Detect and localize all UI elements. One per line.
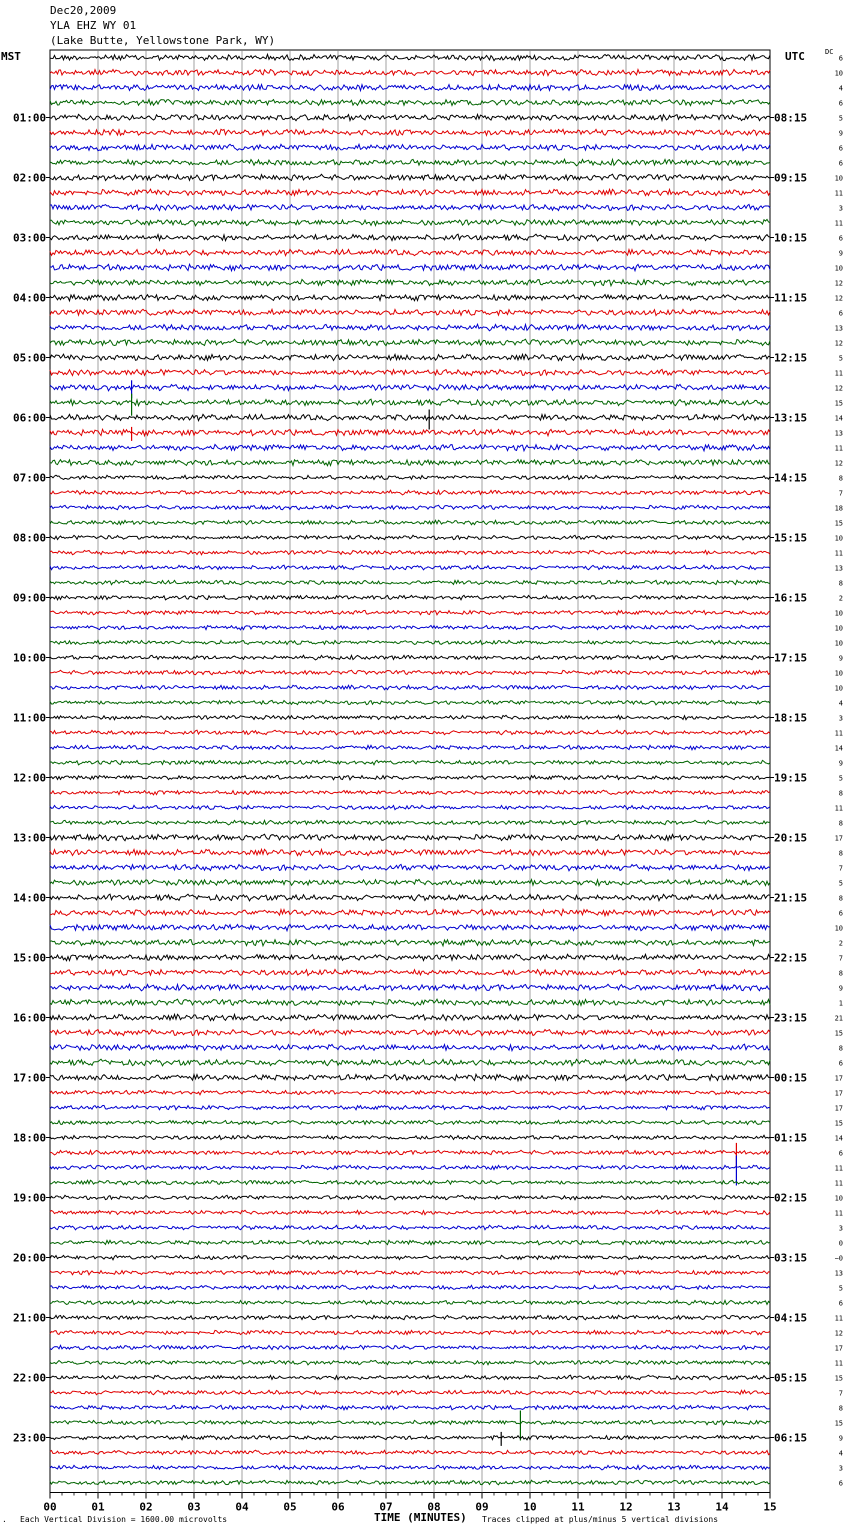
seismic-trace xyxy=(50,490,770,495)
seismic-trace xyxy=(50,700,770,705)
seismic-trace xyxy=(50,940,770,946)
dc-offset-value: 15 xyxy=(834,1419,843,1428)
dc-offset-value: 5 xyxy=(838,879,843,888)
x-tick-label: 11 xyxy=(571,1500,585,1514)
seismic-trace xyxy=(50,70,770,76)
seismic-trace xyxy=(50,805,770,809)
seismic-trace xyxy=(50,1120,770,1124)
dc-offset-value: 14 xyxy=(834,1134,843,1143)
x-tick-label: 13 xyxy=(667,1500,681,1514)
dc-offset-value: 9 xyxy=(838,249,843,258)
seismic-trace xyxy=(50,879,770,885)
mst-hour-label: 15:00 xyxy=(13,951,47,965)
dc-offset-value: 11 xyxy=(834,729,843,738)
dc-offset-value: 6 xyxy=(838,54,843,63)
seismic-trace xyxy=(50,1315,770,1320)
dc-offset-value: 12 xyxy=(834,384,843,393)
x-tick-label: 14 xyxy=(715,1500,729,1514)
dc-offset-value: 8 xyxy=(838,474,843,483)
utc-hour-label: 10:15 xyxy=(774,231,808,245)
seismic-trace xyxy=(50,1044,770,1050)
seismic-trace xyxy=(50,745,770,750)
dc-offset-value: 12 xyxy=(834,1329,843,1338)
utc-hour-label: 00:15 xyxy=(774,1071,808,1085)
utc-hour-label: 17:15 xyxy=(774,651,808,665)
seismic-trace xyxy=(50,219,770,225)
dc-offset-value: 9 xyxy=(838,654,843,663)
utc-hour-label: 16:15 xyxy=(774,591,808,605)
seismic-trace xyxy=(50,114,770,120)
dc-offset-value: 12 xyxy=(834,339,843,348)
dc-offset-value: 12 xyxy=(834,294,843,303)
dc-offset-value: 10 xyxy=(834,69,843,78)
scale-note: Each Vertical Division = 1600.00 microvolts xyxy=(20,1515,228,1524)
dc-offset-value: 17 xyxy=(834,834,843,843)
mst-hour-label: 11:00 xyxy=(13,711,47,725)
x-tick-label: 04 xyxy=(235,1500,249,1514)
dc-offset-value: 17 xyxy=(834,1074,843,1083)
dc-offset-value: 6 xyxy=(838,1299,843,1308)
dc-offset-value: −0 xyxy=(834,1254,843,1263)
x-tick-label: 08 xyxy=(427,1500,441,1514)
dc-offset-value: 5 xyxy=(838,354,843,363)
dc-offset-value: 17 xyxy=(834,1089,843,1098)
dc-offset-value: 4 xyxy=(838,84,843,93)
seismic-trace xyxy=(50,159,770,166)
seismic-trace xyxy=(50,369,770,375)
dc-offset-value: 3 xyxy=(838,714,843,723)
dc-offset-value: 10 xyxy=(834,609,843,618)
seismic-trace xyxy=(50,685,770,689)
seismic-trace xyxy=(50,520,770,524)
seismic-trace xyxy=(50,249,770,255)
dc-offset-value: 7 xyxy=(838,1389,843,1398)
utc-hour-label: 06:15 xyxy=(774,1431,808,1445)
seismic-trace xyxy=(50,1210,770,1215)
mst-hour-label: 23:00 xyxy=(13,1431,47,1445)
dc-offset-value: 9 xyxy=(838,1434,843,1443)
seismic-trace xyxy=(50,174,770,181)
dc-offset-value: 13 xyxy=(834,564,843,573)
seismic-trace xyxy=(50,85,770,91)
utc-hour-label: 04:15 xyxy=(774,1311,808,1325)
seismic-trace xyxy=(50,1405,770,1410)
mst-hour-label: 16:00 xyxy=(13,1011,47,1025)
mst-hour-label: 07:00 xyxy=(13,471,47,485)
x-tick-label: 03 xyxy=(187,1500,201,1514)
seismic-trace xyxy=(50,730,770,735)
seismic-trace xyxy=(50,54,770,60)
utc-hour-label: 23:15 xyxy=(774,1011,808,1025)
dc-offset-value: 8 xyxy=(838,969,843,978)
mst-hour-label: 05:00 xyxy=(13,351,47,365)
dc-offset-value: 2 xyxy=(838,594,843,603)
seismic-trace xyxy=(50,1285,770,1289)
utc-hour-label: 20:15 xyxy=(774,831,808,845)
mst-hour-label: 14:00 xyxy=(13,891,47,905)
dc-column-label: DC xyxy=(825,48,834,56)
seismic-trace xyxy=(50,1300,770,1305)
x-tick-label: 09 xyxy=(475,1500,489,1514)
seismic-trace xyxy=(50,460,770,466)
dc-offset-value: 3 xyxy=(838,1224,843,1233)
dc-offset-value: 6 xyxy=(838,99,843,108)
seismic-trace xyxy=(50,1014,770,1020)
dc-offset-value: 1 xyxy=(838,999,843,1008)
seismic-trace xyxy=(50,565,770,570)
seismic-trace xyxy=(50,610,770,614)
utc-hour-label: 08:15 xyxy=(774,111,808,125)
dc-offset-value: 10 xyxy=(834,1194,843,1203)
dc-offset-value: 6 xyxy=(838,144,843,153)
dc-offset-value: 11 xyxy=(834,804,843,813)
seismic-trace xyxy=(50,1165,770,1169)
seismic-trace xyxy=(50,264,770,270)
dc-offset-value: 5 xyxy=(838,114,843,123)
seismic-trace xyxy=(50,595,770,600)
trace-group xyxy=(50,54,770,1484)
dc-offset-value: 5 xyxy=(838,774,843,783)
seismic-trace xyxy=(50,429,770,435)
utc-hour-label: 03:15 xyxy=(774,1251,808,1265)
dc-offset-value: 6 xyxy=(838,159,843,168)
dc-offset-value: 2 xyxy=(838,939,843,948)
dc-offset-value: 4 xyxy=(838,699,843,708)
seismic-trace xyxy=(50,1180,770,1184)
x-tick-label: 06 xyxy=(331,1500,345,1514)
seismic-trace xyxy=(50,834,770,841)
seismic-trace xyxy=(50,324,770,331)
dc-offset-value: 8 xyxy=(838,579,843,588)
seismic-trace xyxy=(50,1360,770,1365)
seismic-trace xyxy=(50,760,770,765)
dc-offset-value: 10 xyxy=(834,669,843,678)
seismic-trace xyxy=(50,189,770,195)
dc-offset-value: 9 xyxy=(838,984,843,993)
dc-offset-value: 10 xyxy=(834,684,843,693)
mst-hour-label: 18:00 xyxy=(13,1131,47,1145)
dc-offset-value: 15 xyxy=(834,1029,843,1038)
seismic-trace xyxy=(50,909,770,915)
utc-hour-label: 13:15 xyxy=(774,411,808,425)
mst-hour-label: 01:00 xyxy=(13,111,47,125)
dc-offset-value: 11 xyxy=(834,1359,843,1368)
seismic-trace xyxy=(50,775,770,779)
station-code: YLA EHZ WY 01 xyxy=(50,19,137,32)
seismic-trace xyxy=(50,580,770,584)
mst-hour-label: 13:00 xyxy=(13,831,47,845)
seismic-trace xyxy=(50,924,770,930)
dc-offset-value: 4 xyxy=(838,1449,843,1458)
seismic-trace xyxy=(50,1029,770,1035)
utc-hour-label: 21:15 xyxy=(774,891,808,905)
seismic-trace xyxy=(50,969,770,975)
dc-offset-value: 10 xyxy=(834,924,843,933)
seismic-trace xyxy=(50,1195,770,1200)
utc-hour-label: 18:15 xyxy=(774,711,808,725)
seismic-trace xyxy=(50,790,770,795)
dc-offset-value: 10 xyxy=(834,174,843,183)
seismic-trace xyxy=(50,505,770,510)
seismic-trace xyxy=(50,625,770,630)
dc-offset-value: 9 xyxy=(838,129,843,138)
dc-offset-value: 17 xyxy=(834,1344,843,1353)
seismic-trace xyxy=(50,640,770,644)
seismic-trace xyxy=(50,234,770,241)
dc-offset-value: 17 xyxy=(834,1104,843,1113)
seismic-trace xyxy=(50,1420,770,1424)
seismic-trace xyxy=(50,475,770,479)
mst-hour-label: 02:00 xyxy=(13,171,47,185)
seismic-trace xyxy=(50,655,770,660)
seismic-trace xyxy=(50,445,770,451)
x-tick-label: 12 xyxy=(619,1500,633,1514)
mst-hour-label: 09:00 xyxy=(13,591,47,605)
seismic-trace xyxy=(50,309,770,315)
seismic-trace xyxy=(50,144,770,150)
dc-offset-value: 7 xyxy=(838,954,843,963)
dc-offset-value: 7 xyxy=(838,864,843,873)
dc-offset-value: 11 xyxy=(834,1314,843,1323)
x-tick-label: 01 xyxy=(91,1500,105,1514)
dc-offset-value: 15 xyxy=(834,519,843,528)
utc-hour-label: 11:15 xyxy=(774,291,808,305)
dc-offset-value: 14 xyxy=(834,414,843,423)
mst-hour-label: 21:00 xyxy=(13,1311,47,1325)
grid-lines xyxy=(46,50,774,1499)
seismic-trace xyxy=(50,999,770,1005)
corner-mark: . xyxy=(2,1515,7,1524)
seismic-trace xyxy=(50,1390,770,1394)
seismic-trace xyxy=(50,894,770,901)
seismic-trace xyxy=(50,399,770,406)
dc-offset-value: 12 xyxy=(834,279,843,288)
dc-offset-value: 13 xyxy=(834,324,843,333)
dc-offset-value: 6 xyxy=(838,309,843,318)
x-axis-title: TIME (MINUTES) xyxy=(374,1511,467,1524)
x-tick-label: 10 xyxy=(523,1500,537,1514)
seismic-trace xyxy=(50,354,770,360)
dc-offset-value: 6 xyxy=(838,1149,843,1158)
utc-hour-label: 09:15 xyxy=(774,171,808,185)
utc-hour-label: 14:15 xyxy=(774,471,808,485)
seismic-trace xyxy=(50,715,770,719)
dc-offset-value: 0 xyxy=(838,1239,843,1248)
seismic-trace xyxy=(50,1090,770,1095)
dc-offset-value: 6 xyxy=(838,234,843,243)
seismic-trace xyxy=(50,100,770,106)
seismic-trace xyxy=(50,295,770,301)
seismic-trace xyxy=(50,1135,770,1139)
mst-axis-label: MST xyxy=(1,50,21,63)
x-tick-label: 15 xyxy=(763,1500,777,1514)
dc-offset-value: 3 xyxy=(838,1464,843,1473)
x-tick-label: 05 xyxy=(283,1500,297,1514)
seismic-trace xyxy=(50,1450,770,1454)
station-location: (Lake Butte, Yellowstone Park, WY) xyxy=(50,34,276,47)
seismic-trace xyxy=(50,1345,770,1349)
seismic-trace xyxy=(50,550,770,554)
dc-offset-value: 3 xyxy=(838,204,843,213)
seismic-trace xyxy=(50,1436,770,1440)
seismic-trace xyxy=(50,1480,770,1485)
dc-offset-value: 11 xyxy=(834,219,843,228)
seismic-trace xyxy=(50,414,770,420)
dc-offset-value: 6 xyxy=(838,1059,843,1068)
dc-offset-value: 11 xyxy=(834,1164,843,1173)
dc-offset-value: 10 xyxy=(834,639,843,648)
label-group xyxy=(13,55,843,1514)
utc-axis-label: UTC xyxy=(785,50,805,63)
dc-offset-value: 8 xyxy=(838,849,843,858)
dc-offset-value: 15 xyxy=(834,399,843,408)
dc-offset-value: 11 xyxy=(834,189,843,198)
dc-offset-value: 10 xyxy=(834,624,843,633)
dc-offset-value: 18 xyxy=(834,504,843,513)
dc-offset-value: 6 xyxy=(838,1479,843,1488)
seismic-trace xyxy=(50,670,770,675)
dc-offset-value: 11 xyxy=(834,1209,843,1218)
seismic-trace xyxy=(50,1255,770,1260)
dc-offset-value: 11 xyxy=(834,369,843,378)
clip-note: Traces clipped at plus/minus 5 vertical divisions xyxy=(482,1515,719,1524)
dc-offset-value: 6 xyxy=(838,909,843,918)
dc-offset-value: 10 xyxy=(834,264,843,273)
dc-offset-value: 8 xyxy=(838,894,843,903)
mst-hour-label: 08:00 xyxy=(13,531,47,545)
dc-offset-value: 12 xyxy=(834,459,843,468)
dc-offset-value: 10 xyxy=(834,534,843,543)
seismic-trace xyxy=(50,535,770,540)
seismic-trace xyxy=(50,820,770,825)
dc-offset-value: 21 xyxy=(834,1014,843,1023)
mst-hour-label: 19:00 xyxy=(13,1191,47,1205)
mst-hour-label: 04:00 xyxy=(13,291,47,305)
seismic-trace xyxy=(50,1105,770,1109)
seismic-trace xyxy=(50,1150,770,1155)
seismic-trace xyxy=(50,1074,770,1080)
dc-offset-value: 11 xyxy=(834,549,843,558)
seismic-trace xyxy=(50,849,770,855)
utc-hour-label: 12:15 xyxy=(774,351,808,365)
utc-hour-label: 01:15 xyxy=(774,1131,808,1145)
seismic-trace xyxy=(50,1225,770,1230)
seismic-trace xyxy=(50,1465,770,1470)
seismic-trace xyxy=(50,129,770,135)
dc-offset-value: 9 xyxy=(838,759,843,768)
seismic-trace xyxy=(50,204,770,210)
dc-offset-value: 15 xyxy=(834,1119,843,1128)
x-tick-label: 00 xyxy=(43,1500,57,1514)
seismic-trace xyxy=(50,384,770,390)
dc-offset-value: 11 xyxy=(834,1179,843,1188)
dc-offset-value: 14 xyxy=(834,744,843,753)
plot-date: Dec20,2009 xyxy=(50,4,117,17)
dc-offset-value: 8 xyxy=(838,789,843,798)
seismic-trace xyxy=(50,1330,770,1335)
dc-offset-value: 5 xyxy=(838,1284,843,1293)
utc-hour-label: 02:15 xyxy=(774,1191,808,1205)
dc-offset-value: 8 xyxy=(838,1404,843,1413)
utc-hour-label: 19:15 xyxy=(774,771,808,785)
utc-hour-label: 15:15 xyxy=(774,531,808,545)
x-tick-label: 02 xyxy=(139,1500,153,1514)
dc-offset-value: 7 xyxy=(838,489,843,498)
dc-offset-value: 13 xyxy=(834,429,843,438)
utc-hour-label: 05:15 xyxy=(774,1371,808,1385)
mst-hour-label: 03:00 xyxy=(13,231,47,245)
dc-offset-value: 8 xyxy=(838,1044,843,1053)
mst-hour-label: 10:00 xyxy=(13,651,47,665)
dc-offset-value: 8 xyxy=(838,819,843,828)
x-tick-label: 07 xyxy=(379,1500,393,1514)
seismic-trace xyxy=(50,280,770,286)
utc-hour-label: 22:15 xyxy=(774,951,808,965)
seismic-trace xyxy=(50,1271,770,1275)
seismic-trace xyxy=(50,864,770,870)
mst-hour-label: 17:00 xyxy=(13,1071,47,1085)
mst-hour-label: 06:00 xyxy=(13,411,47,425)
seismic-trace xyxy=(50,1375,770,1380)
dc-offset-value: 11 xyxy=(834,444,843,453)
mst-hour-label: 12:00 xyxy=(13,771,47,785)
seismic-trace xyxy=(50,1240,770,1245)
seismic-trace xyxy=(50,339,770,346)
seismic-trace xyxy=(50,1059,770,1066)
dc-offset-value: 15 xyxy=(834,1374,843,1383)
mst-hour-label: 22:00 xyxy=(13,1371,47,1385)
seismic-trace xyxy=(50,984,770,991)
mst-hour-label: 20:00 xyxy=(13,1251,47,1265)
seismic-trace xyxy=(50,954,770,960)
dc-offset-value: 13 xyxy=(834,1269,843,1278)
